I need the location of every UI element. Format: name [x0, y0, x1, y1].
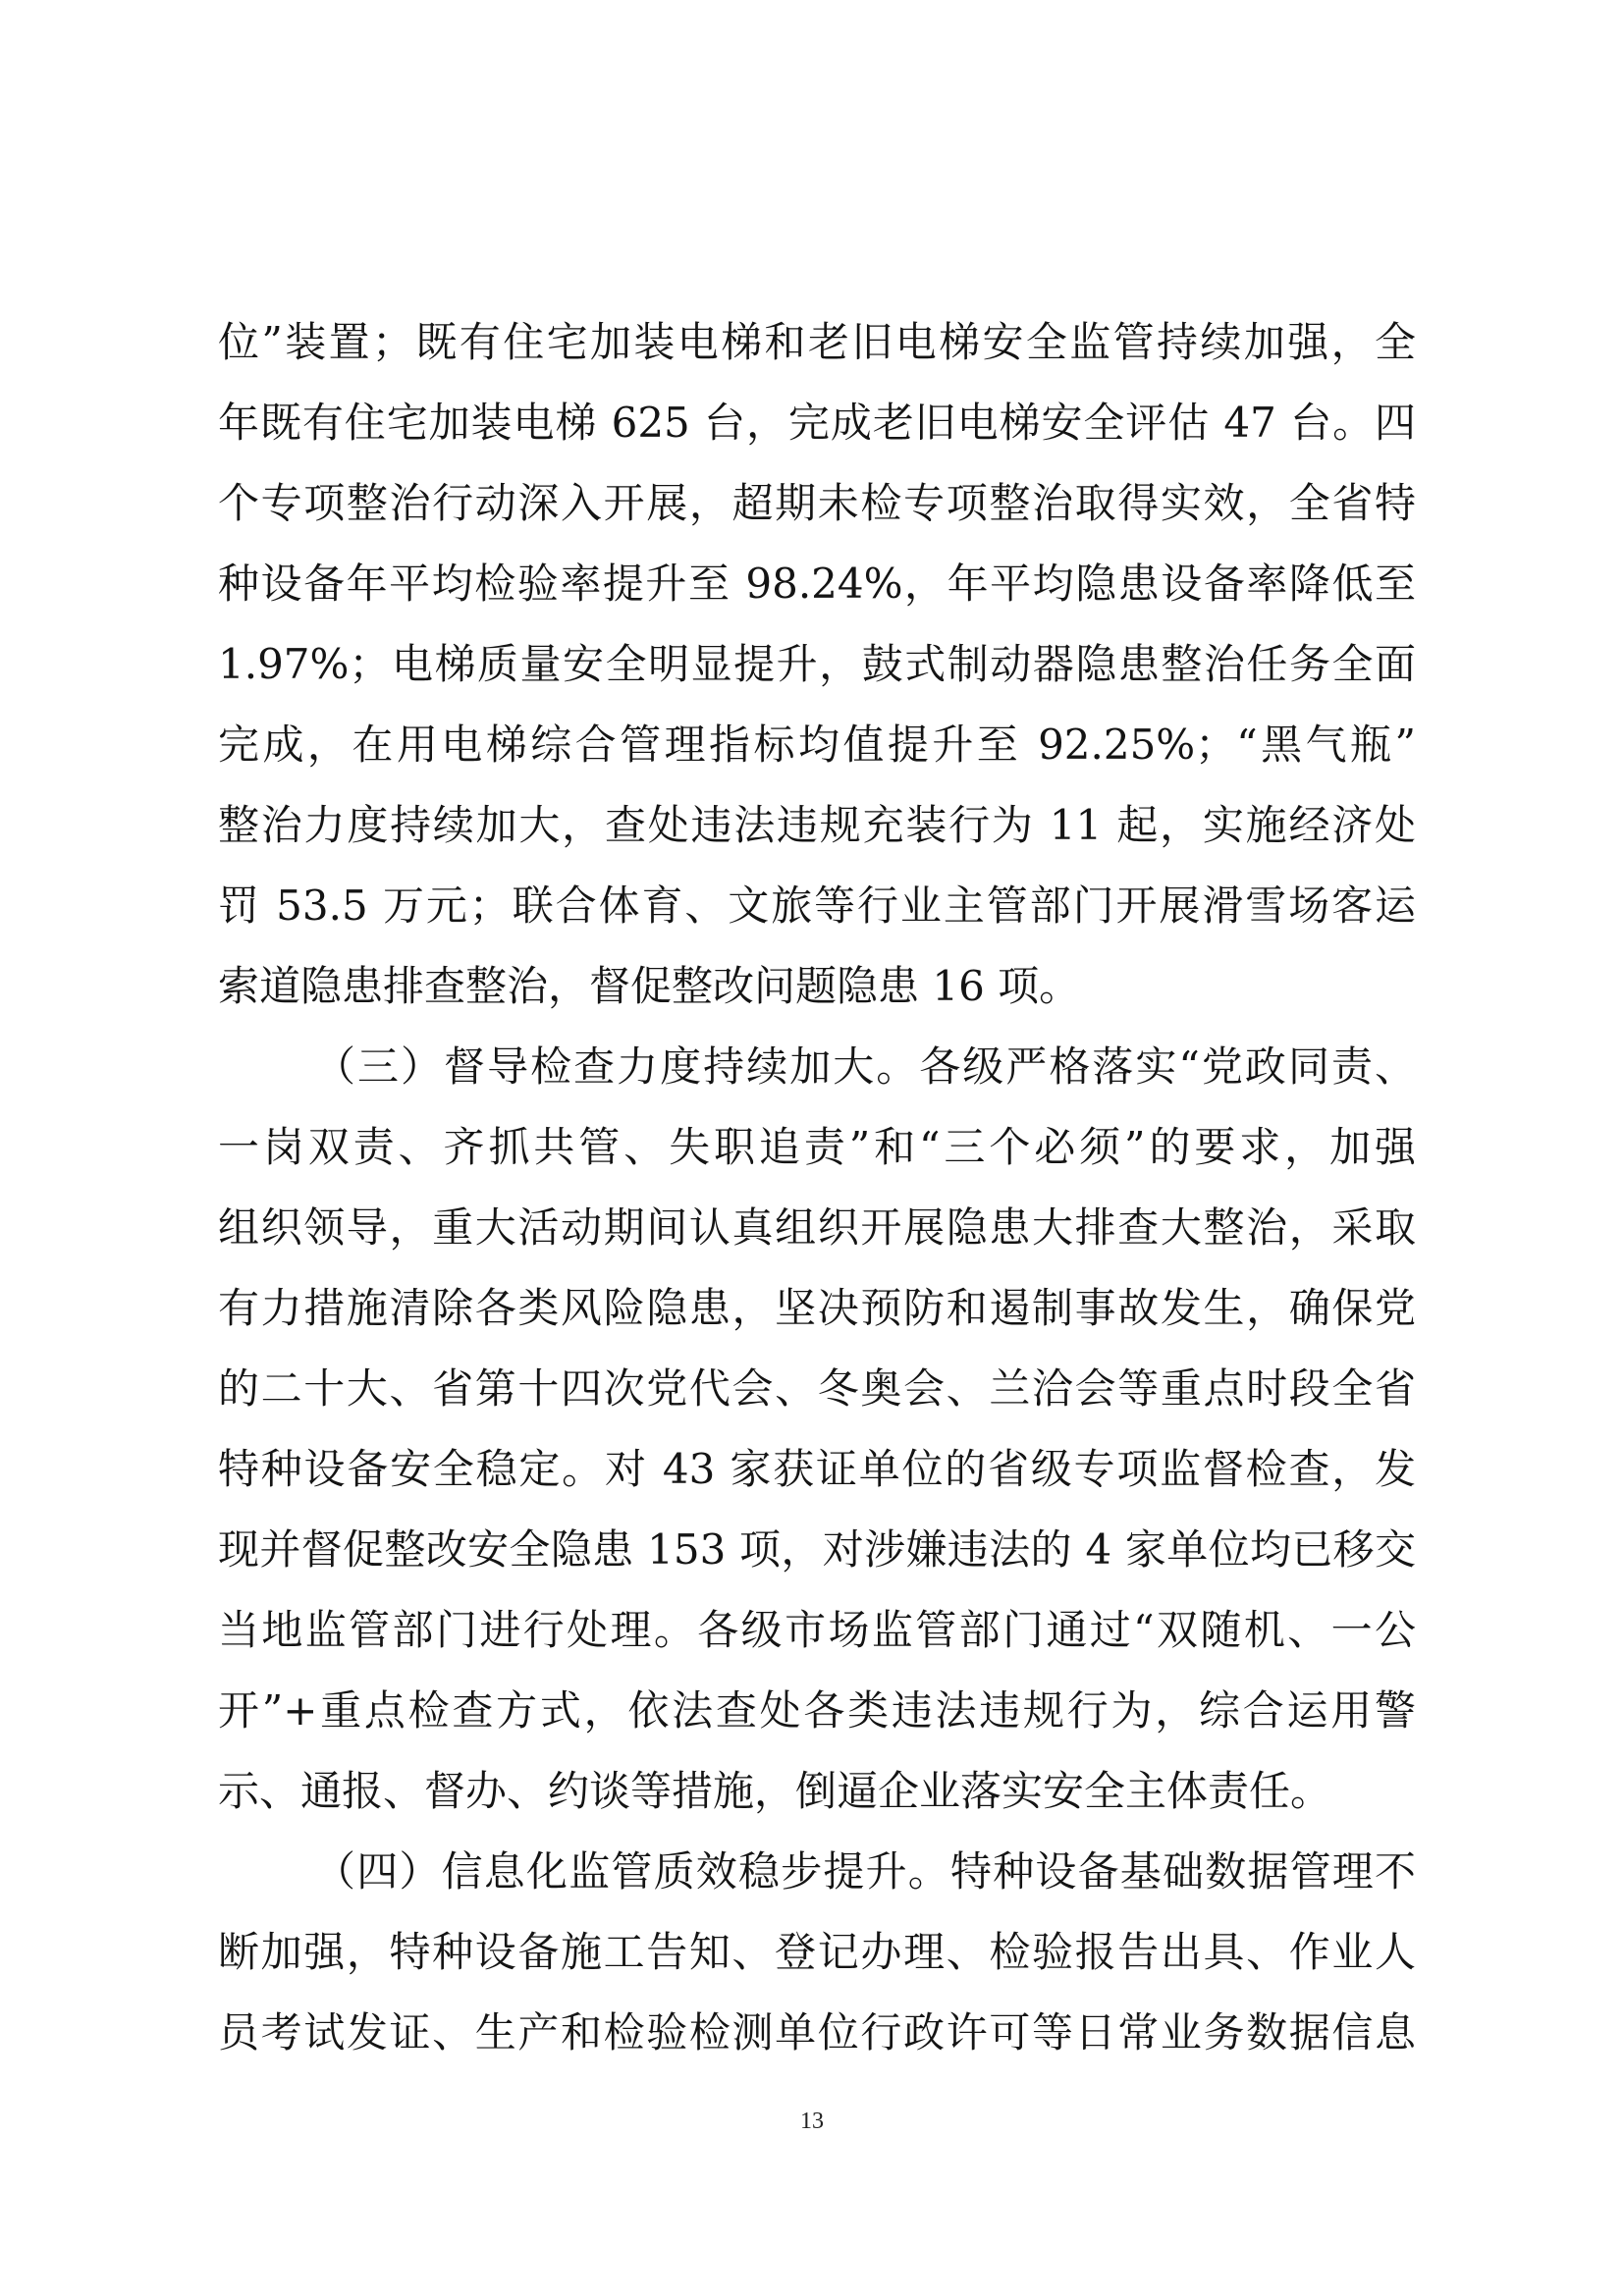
text-line: 有力措施清除各类风险隐患，坚决预防和遏制事故发生，确保党 [218, 1284, 1416, 1332]
text-line: 组织领导，重大活动期间认真组织开展隐患大排查大整治，采取 [218, 1203, 1416, 1252]
text-line: 当地监管部门进行处理。各级市场监管部门通过“双随机、一公 [218, 1606, 1416, 1654]
text-line: 现并督促整改安全隐患 153 项，对涉嫌违法的 4 家单位均已移交 [218, 1525, 1416, 1574]
text-line: 示、通报、督办、约谈等措施，倒逼企业落实安全主体责任。 [218, 1767, 1332, 1815]
section-heading-line: （四）信息化监管质效稳步提升。特种设备基础数据管理不 [314, 1847, 1416, 1896]
text-line: 个专项整治行动深入开展，超期未检专项整治取得实效，全省特 [218, 479, 1416, 527]
text-line: 的二十大、省第十四次党代会、冬奥会、兰洽会等重点时段全省 [218, 1364, 1416, 1413]
text-line: 索道隐患排查整治，督促整改问题隐患 16 项。 [218, 962, 1081, 1010]
section-heading-line: （三）督导检查力度持续加大。各级严格落实“党政同责、 [314, 1042, 1416, 1091]
text-line: 一岗双责、齐抓共管、失职追责”和“三个必须”的要求，加强 [218, 1123, 1416, 1171]
text-line: 完成，在用电梯综合管理指标均值提升至 92.25%；“黑气瓶” [218, 721, 1416, 769]
text-line: 特种设备安全稳定。对 43 家获证单位的省级专项监督检查，发 [218, 1445, 1416, 1493]
page-number: 13 [800, 2109, 824, 2134]
text-line: 种设备年平均检验率提升至 98.24%，年平均隐患设备率降低至 [218, 560, 1416, 608]
body-text [218, 302, 1416, 2073]
text-line: 年既有住宅加装电梯 625 台，完成老旧电梯安全评估 47 台。四 [218, 399, 1416, 447]
text-line: 开”+重点检查方式，依法查处各类违法违规行为，综合运用警 [218, 1686, 1416, 1735]
text-line: 1.97%；电梯质量安全明显提升，鼓式制动器隐患整治任务全面 [218, 640, 1416, 688]
text-line: 位”装置；既有住宅加装电梯和老旧电梯安全监管持续加强，全 [218, 318, 1416, 366]
text-line: 员考试发证、生产和检验检测单位行政许可等日常业务数据信息 [218, 2008, 1416, 2056]
text-line: 断加强，特种设备施工告知、登记办理、检验报告出具、作业人 [218, 1928, 1416, 1976]
text-line: 罚 53.5 万元；联合体育、文旅等行业主管部门开展滑雪场客运 [218, 881, 1416, 930]
text-line: 整治力度持续加大，查处违法违规充装行为 11 起，实施经济处 [218, 801, 1416, 849]
